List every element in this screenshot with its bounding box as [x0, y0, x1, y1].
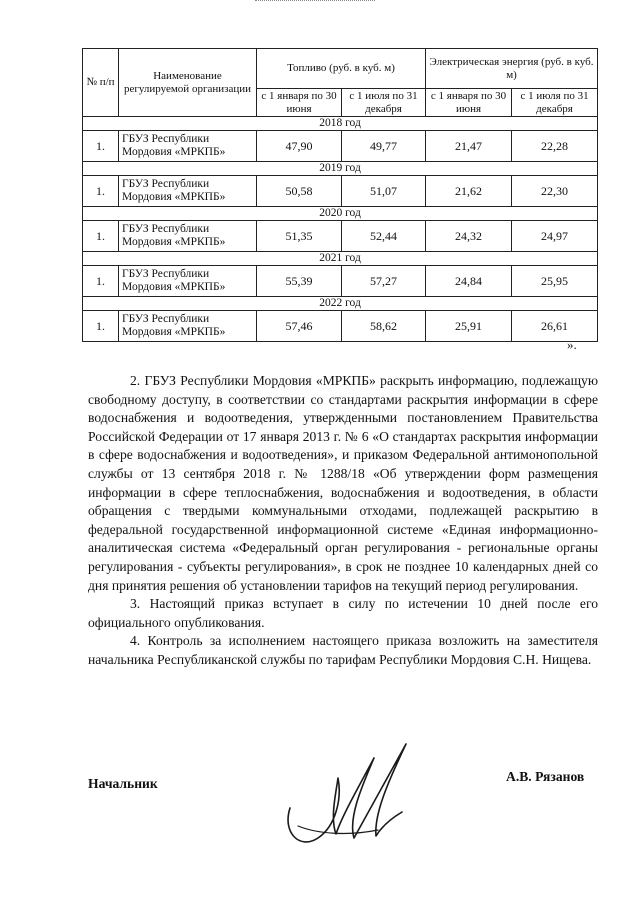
- fuel-h2: 51,07: [342, 176, 426, 207]
- year-row: 2020 год: [83, 207, 598, 221]
- el-h1: 24,84: [426, 266, 512, 297]
- table-row: [83, 311, 598, 342]
- row-org: ГБУЗ Республики Мордовия «МРКПБ»: [119, 176, 257, 207]
- page-top-mark: [255, 0, 375, 5]
- header-el-period1: с 1 января по 30 июня: [426, 89, 512, 117]
- table-closing-quote: ».: [567, 337, 577, 352]
- paragraph-4: 4. Контроль за исполнением настоящего приказа возложить на заместителя начальника Республиканской службы по тарифам Республики Мордовия С.Н. Нищева.: [88, 633, 598, 667]
- el-h1: 24,32: [426, 221, 512, 252]
- el-h1: 21,62: [426, 176, 512, 207]
- el-h2: 22,28: [512, 131, 598, 162]
- fuel-h1: 47,90: [257, 131, 342, 162]
- row-num: 1.: [83, 266, 119, 297]
- handwritten-signature-icon: [278, 738, 418, 858]
- header-fuel: Топливо (руб. в куб. м): [257, 49, 426, 89]
- header-org: Наименование регулируемой организации: [119, 49, 257, 117]
- row-num: 1.: [83, 131, 119, 162]
- signer-name: А.В. Рязанов: [506, 769, 585, 784]
- fuel-h1: 50,58: [257, 176, 342, 207]
- signer-title: Начальник: [88, 776, 158, 791]
- year-row: 2019 год: [83, 162, 598, 176]
- paragraph-3: 3. Настоящий приказ вступает в силу по истечении 10 дней после его официального опубликования.: [88, 596, 598, 630]
- tariff-table: [82, 48, 598, 342]
- header-num: № п/п: [83, 49, 119, 117]
- el-h1: 21,47: [426, 131, 512, 162]
- header-el-period2: с 1 июля по 31 декабря: [512, 89, 598, 117]
- fuel-h1: 57,46: [257, 311, 342, 342]
- year-row: 2021 год: [83, 252, 598, 266]
- header-electric: Электрическая энергия (руб. в куб. м): [426, 49, 598, 89]
- table-row: [83, 131, 598, 162]
- year-row: 2018 год: [83, 117, 598, 131]
- row-org: ГБУЗ Республики Мордовия «МРКПБ»: [119, 221, 257, 252]
- el-h1: 25,91: [426, 311, 512, 342]
- row-num: 1.: [83, 311, 119, 342]
- row-org: ГБУЗ Республики Мордовия «МРКПБ»: [119, 131, 257, 162]
- fuel-h2: 58,62: [342, 311, 426, 342]
- fuel-h1: 55,39: [257, 266, 342, 297]
- table-row: [83, 266, 598, 297]
- el-h2: 26,61: [512, 311, 598, 342]
- fuel-h2: 57,27: [342, 266, 426, 297]
- fuel-h2: 49,77: [342, 131, 426, 162]
- year-row: 2022 год: [83, 297, 598, 311]
- el-h2: 25,95: [512, 266, 598, 297]
- header-fuel-period1: с 1 января по 30 июня: [257, 89, 342, 117]
- row-org: ГБУЗ Республики Мордовия «МРКПБ»: [119, 266, 257, 297]
- row-org: ГБУЗ Республики Мордовия «МРКПБ»: [119, 311, 257, 342]
- table-row: [83, 221, 598, 252]
- header-fuel-period2: с 1 июля по 31 декабря: [342, 89, 426, 117]
- fuel-h2: 52,44: [342, 221, 426, 252]
- order-body: [88, 372, 598, 670]
- row-num: 1.: [83, 221, 119, 252]
- el-h2: 24,97: [512, 221, 598, 252]
- el-h2: 22,30: [512, 176, 598, 207]
- row-num: 1.: [83, 176, 119, 207]
- table-row: [83, 176, 598, 207]
- fuel-h1: 51,35: [257, 221, 342, 252]
- paragraph-2: 2. ГБУЗ Республики Мордовия «МРКПБ» раскрыть информацию, подлежащую свободному доступу, в соответствии со стандартами раскрытия информации в сфере водоснабжения и водоотведения, утвержденными постановлением Правительства Российской Федерации от 17 января 2013 г. № 6 «О стандартах раскрытия информации в сфере водоснабжения и водоотведения», и приказом Федеральной антимонопольной службы от 13 сентября 2018 г. № 1288/18 «Об утверждении форм размещения информации в сфере теплоснабжения, водоснабжения и водоотведения, в области обращения с твердыми коммунальными отходами, подлежащей раскрытию в федеральной государственной информационной системе «Единая информационно-аналитическая система «Федеральный орган регулирования - региональные органы регулирования - субъекты регулирования», в срок не позднее 10 календарных дней со дня принятия решения об установлении тарифов на текущий период регулирования.: [88, 373, 598, 593]
